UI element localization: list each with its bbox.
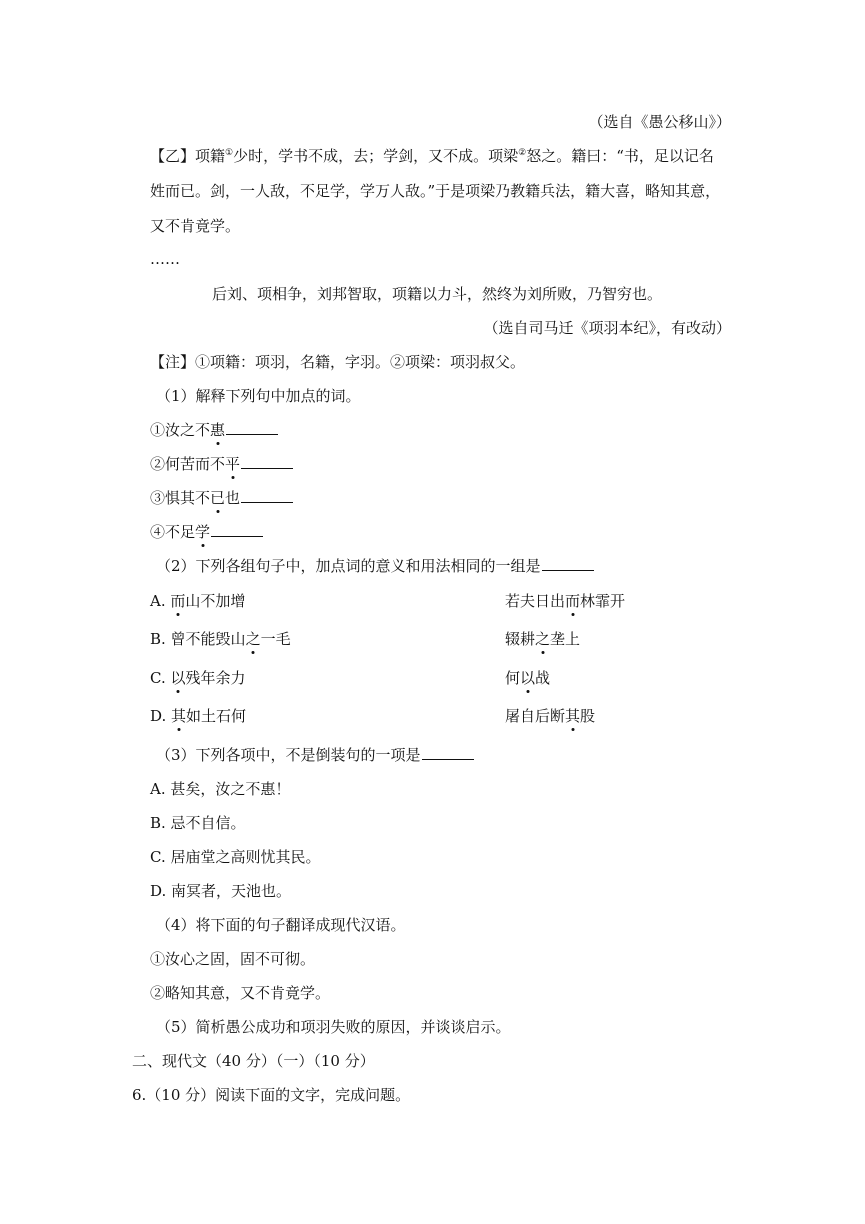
answer-blank[interactable] — [542, 556, 594, 571]
question-3-stem — [156, 745, 474, 765]
text-seg: B. 曾不能毁山 — [150, 630, 246, 648]
question-5: （5）简析愚公成功和项羽失败的原因，并谈谈启示。 — [156, 1018, 511, 1036]
section-2-heading: 二、现代文（40 分）（一）（10 分） — [132, 1052, 375, 1070]
dotted-word: 其 — [565, 707, 581, 725]
q1-item-4 — [150, 522, 263, 542]
q2-option-b-col2 — [505, 629, 580, 649]
passage-yi-line-1 — [150, 146, 714, 166]
source-xiangyu: （选自司马迁《项羽本纪》，有改动） — [483, 319, 731, 337]
passage-yi-line-2: 姓而已。剑，一人敌，不足学，学万人敌。”于是项梁乃教籍兵法，籍大喜，略知其意， — [150, 182, 721, 200]
text-seg: C. — [150, 669, 171, 687]
text-seg: 林霏开 — [580, 592, 626, 610]
dotted-word: 学 — [195, 523, 211, 541]
answer-blank[interactable] — [241, 454, 293, 469]
text-seg: 如土石何 — [186, 707, 247, 725]
q3-option-a[interactable]: A. 甚矣，汝之不惠！ — [150, 780, 291, 798]
q3-option-c[interactable]: C. 居庙堂之高则忧其民。 — [150, 848, 321, 866]
dotted-word: 之 — [245, 630, 261, 648]
q3-option-d[interactable]: D. 南冥者，天池也。 — [150, 882, 292, 900]
text-seg: 【乙】项籍 — [150, 147, 226, 165]
q2-option-c[interactable] — [150, 668, 750, 688]
dotted-word: 而 — [170, 592, 186, 610]
q2-option-d-col2 — [505, 706, 595, 726]
q1-item-3 — [150, 488, 293, 508]
question-4-stem: （4）将下面的句子翻译成现代汉语。 — [156, 916, 406, 934]
dotted-word: 惠 — [210, 421, 226, 439]
text-seg: 战 — [535, 669, 551, 687]
answer-blank[interactable] — [211, 522, 263, 537]
text-seg: 也 — [225, 489, 241, 507]
q2-option-d[interactable] — [150, 706, 750, 726]
q2-option-a[interactable] — [150, 591, 750, 611]
text-seg: ①汝之不 — [150, 421, 211, 439]
text-seg: 少时，学书不成，去；学剑，又不成。项梁 — [233, 147, 519, 165]
q3-option-b[interactable]: B. 忌不自信。 — [150, 814, 246, 832]
passage-yi-line-3: 又不肯竟学。 — [150, 217, 241, 235]
source-yugong: （选自《愚公移山》） — [588, 113, 731, 131]
text-seg: （3）下列各项中，不是倒装句的一项是 — [156, 746, 421, 764]
answer-blank[interactable] — [422, 745, 474, 760]
text-seg: 何 — [505, 669, 521, 687]
text-seg: 山不加增 — [185, 592, 246, 610]
ellipsis: …… — [150, 250, 180, 268]
question-2-stem — [156, 556, 594, 576]
text-seg: 屠自后断 — [505, 707, 566, 725]
passage-yi-line-4: 后刘、项相争，刘邦智取，项籍以力斗，然终为刘所败，乃智穷也。 — [212, 285, 663, 303]
dotted-word: 以 — [520, 669, 536, 687]
annotation-note: 【注】①项籍：项羽，名籍，字羽。②项梁：项羽叔父。 — [150, 353, 526, 371]
footnote-ref-1: ① — [225, 148, 234, 158]
text-seg: 若夫日出 — [505, 592, 566, 610]
q4-item-1: ①汝心之固，固不可彻。 — [150, 950, 316, 968]
text-seg: ②何苦而不 — [150, 455, 226, 473]
question-1-stem: （1）解释下列句中加点的词。 — [156, 387, 361, 405]
answer-blank[interactable] — [226, 420, 278, 435]
text-seg: 垄上 — [550, 630, 581, 648]
q4-item-2: ②略知其意，又不肯竟学。 — [150, 984, 331, 1002]
q2-option-a-col2 — [505, 591, 625, 611]
q2-option-c-col2 — [505, 668, 550, 688]
answer-blank[interactable] — [241, 488, 293, 503]
text-seg: （2）下列各组句子中，加点词的意义和用法相同的一组是 — [156, 557, 541, 575]
text-seg: A. — [150, 592, 171, 610]
text-seg: 一毛 — [260, 630, 291, 648]
text-seg: ③惧其不 — [150, 489, 211, 507]
text-seg: 残年余力 — [185, 669, 246, 687]
question-6: 6.（10 分）阅读下面的文字，完成问题。 — [132, 1086, 411, 1104]
dotted-word: 而 — [565, 592, 581, 610]
dotted-word: 其 — [171, 707, 187, 725]
dotted-word: 以 — [170, 669, 186, 687]
dotted-word: 平 — [225, 455, 241, 473]
q1-item-1 — [150, 420, 278, 440]
text-seg: ④不足 — [150, 523, 196, 541]
text-seg: 怒之。籍曰：“书，足以记名 — [526, 147, 714, 165]
text-seg: 股 — [580, 707, 596, 725]
text-seg: D. — [150, 707, 172, 725]
q1-item-2 — [150, 454, 293, 474]
q2-option-b[interactable] — [150, 629, 750, 649]
footnote-ref-2: ② — [518, 148, 527, 158]
text-seg: 辍耕 — [505, 630, 536, 648]
dotted-word: 之 — [535, 630, 551, 648]
dotted-word: 已 — [210, 489, 226, 507]
